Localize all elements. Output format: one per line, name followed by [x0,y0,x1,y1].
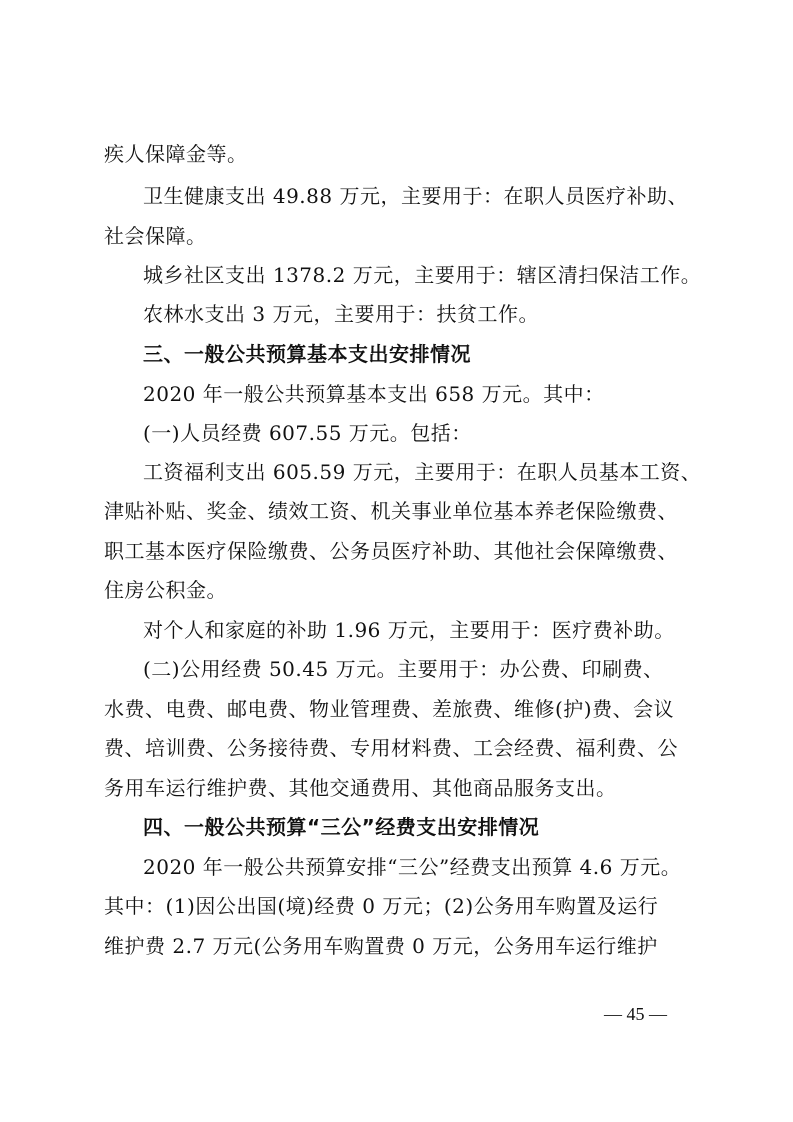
text-line-8: (一)人员经费 607.55 万元。包括： [143,421,472,445]
text-line-16: 费、培训费、公务接待费、专用材料费、工会经费、福利费、公 [104,736,678,760]
text-line-15: 水费、电费、邮电费、物业管理费、差旅费、维修(护)费、会议 [104,697,675,721]
text-line-1: 疾人保障金等。 [104,142,248,166]
text-line-11: 职工基本医疗保险缴费、公务员医疗补助、其他社会保障缴费、 [104,539,678,563]
section-heading-3: 三、一般公共预算基本支出安排情况 [143,342,471,366]
section-heading-4: 四、一般公共预算“三公”经费支出安排情况 [143,815,540,839]
text-line-17: 务用车运行维护费、其他交通费用、其他商品服务支出。 [104,776,617,800]
text-line-3: 社会保障。 [104,224,207,248]
text-line-7: 2020 年一般公共预算基本支出 658 万元。其中： [143,382,605,406]
text-line-19: 2020 年一般公共预算安排“三公”经费支出预算 4.6 万元。 [143,855,682,879]
text-line-5: 农林水支出 3 万元，主要用于：扶贫工作。 [143,302,539,326]
text-line-4: 城乡社区支出 1378.2 万元，主要用于：辖区清扫保洁工作。 [143,263,702,287]
text-line-9: 工资福利支出 605.59 万元，主要用于：在职人员基本工资、 [143,460,702,484]
page-number: — 45 — [604,1004,667,1024]
text-line-14: (二)公用经费 50.45 万元。主要用于：办公费、印刷费、 [143,657,664,681]
text-line-10: 津贴补贴、奖金、绩效工资、机关事业单位基本养老保险缴费、 [104,499,678,523]
text-line-20: 其中：(1)因公出国(境)经费 0 万元；(2)公务用车购置及运行 [104,894,659,918]
text-line-2: 卫生健康支出 49.88 万元，主要用于：在职人员医疗补助、 [143,184,688,208]
text-line-13: 对个人和家庭的补助 1.96 万元，主要用于：医疗费补助。 [143,618,675,642]
text-line-21: 维护费 2.7 万元(公务用车购置费 0 万元，公务用车运行维护 [104,934,658,958]
text-line-12: 住房公积金。 [104,578,227,602]
